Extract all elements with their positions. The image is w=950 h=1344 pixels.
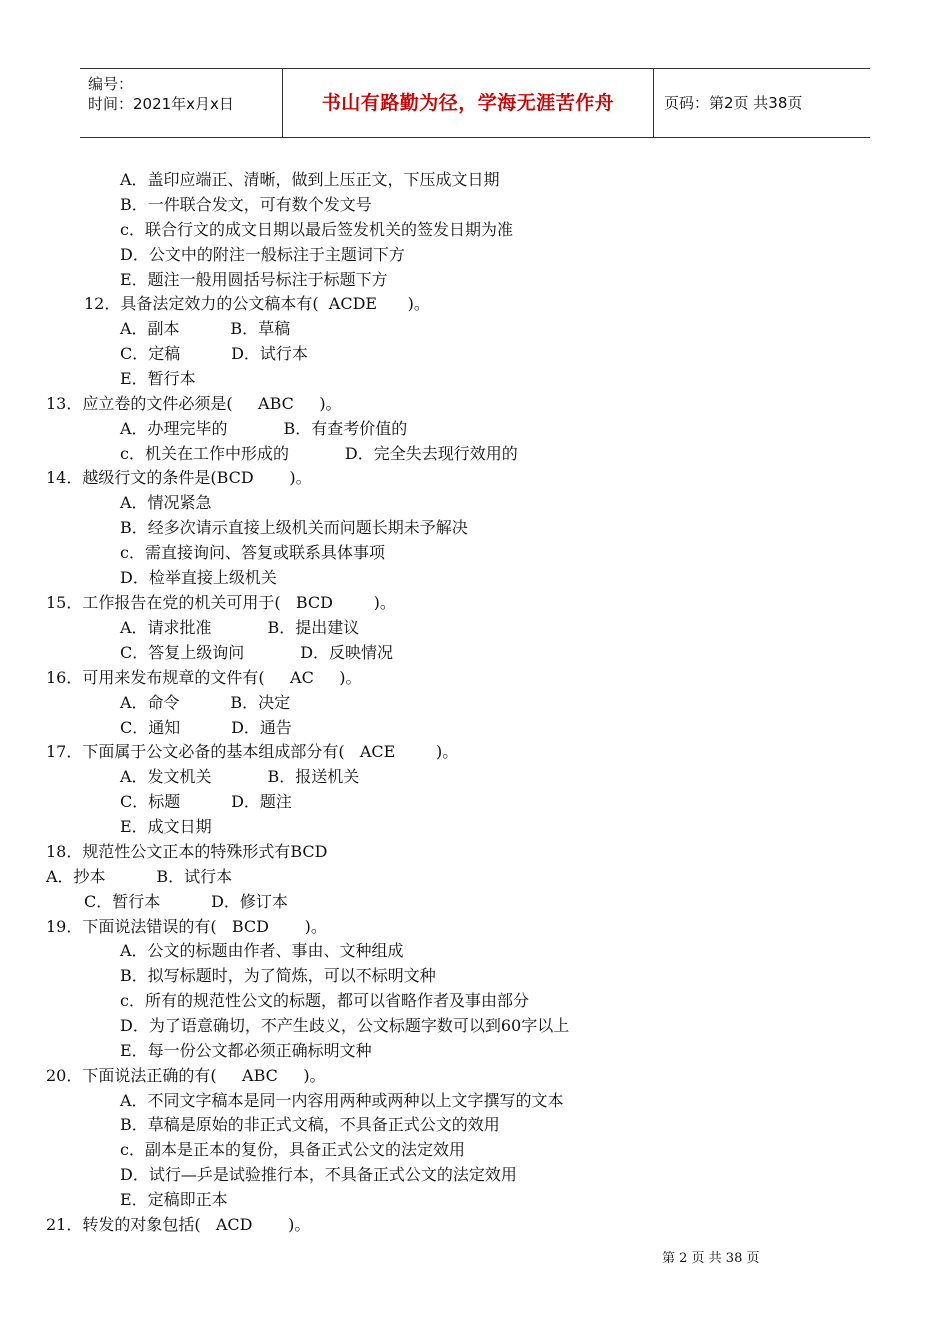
text-line: D．公文中的附注一般标注于主题词下方 xyxy=(120,245,405,264)
text-line: B．草稿是原始的非正式文稿，不具备正式公文的效用 xyxy=(120,1115,500,1134)
question-line: 15．工作报告在党的机关可用于( BCD )。 xyxy=(46,593,396,612)
text-line: E．每一份公文都必须正确标明文种 xyxy=(120,1041,372,1060)
text-line: E．成文日期 xyxy=(120,817,212,836)
text-line: C．通知 D．通告 xyxy=(120,718,292,737)
question-line: 21．转发的对象包括( ACD )。 xyxy=(46,1215,311,1234)
text-line: A．副本 B．草稿 xyxy=(120,319,291,338)
text-line: A．情况紧急 xyxy=(120,493,212,512)
text-line: C．定稿 D．试行本 xyxy=(120,344,308,363)
text-line: A．不同文字稿本是同一内容用两种或两种以上文字撰写的文本 xyxy=(120,1091,564,1110)
serial-label: 编号： xyxy=(88,75,134,93)
text-line: c．所有的规范性公文的标题，都可以省略作者及事由部分 xyxy=(120,991,529,1010)
text-line: D．检举直接上级机关 xyxy=(120,568,277,587)
text-line: c．联合行文的成文日期以最后签发机关的签发日期为准 xyxy=(120,220,513,239)
text-line: c．机关在工作中形成的 D．完全失去现行效用的 xyxy=(120,444,518,463)
date-label: 时间：2021年x月x日 xyxy=(88,95,234,113)
question-line: 17．下面属于公文必备的基本组成部分有( ACE )。 xyxy=(46,742,459,761)
text-line: E．题注一般用圆括号标注于标题下方 xyxy=(120,270,388,289)
text-line: D．为了语意确切，不产生歧义，公文标题字数可以到60字以上 xyxy=(120,1016,570,1035)
question-line: 14．越级行文的条件是(BCD )。 xyxy=(46,468,312,487)
text-line: D．试行—乒是试验推行本，不具备正式公文的法定效用 xyxy=(120,1165,517,1184)
text-line: C．标题 D．题注 xyxy=(120,792,292,811)
text-line: E．暂行本 xyxy=(120,369,196,388)
text-line: c．需直接询问、答复或联系具体事项 xyxy=(120,543,385,562)
text-line: A．发文机关 B．报送机关 xyxy=(120,767,360,786)
text-line: A．请求批准 B．提出建议 xyxy=(120,618,360,637)
text-line: B．经多次请示直接上级机关而问题长期未予解决 xyxy=(120,518,468,537)
question-line: 20．下面说法正确的有( ABC )。 xyxy=(46,1066,326,1085)
header-motto: 书山有路勤为径，学海无涯苦作舟 xyxy=(283,69,654,137)
text-line: E．定稿即正本 xyxy=(120,1190,228,1209)
text-line: C．答复上级询问 D．反映情况 xyxy=(120,643,394,662)
page-footer: 第 2 页 共 38 页 xyxy=(662,1251,760,1266)
text-line: A．盖印应端正、清晰，做到上压正文，下压成文日期 xyxy=(120,170,500,189)
text-line: c．副本是正本的复份，具备正式公文的法定效用 xyxy=(120,1140,465,1159)
text-line: B．拟写标题时，为了简炼，可以不标明文种 xyxy=(120,966,436,985)
text-line: C．暂行本 D．修订本 xyxy=(84,892,288,911)
question-line: 16．可用来发布规章的文件有( AC )。 xyxy=(46,668,362,687)
text-line: A．抄本 B．试行本 xyxy=(46,867,233,886)
question-line: 13．应立卷的文件必须是( ABC )。 xyxy=(46,394,342,413)
question-line: 18．规范性公文正本的特殊形式有BCD xyxy=(46,842,328,861)
header-meta xyxy=(80,69,283,137)
text-line: A．办理完毕的 B．有查考价值的 xyxy=(120,419,408,438)
question-line: 19．下面说法错误的有( BCD )。 xyxy=(46,917,327,936)
text-line: B．一件联合发文，可有数个发文号 xyxy=(120,195,372,214)
page-header xyxy=(80,68,870,138)
question-line: 12．具备法定效力的公文稿本有( ACDE )。 xyxy=(84,294,430,313)
text-line: A．公文的标题由作者、事由、文种组成 xyxy=(120,941,404,960)
header-page-info: 页码：第2页 共38页 xyxy=(664,94,803,112)
text-line: A．命令 B．决定 xyxy=(120,693,291,712)
